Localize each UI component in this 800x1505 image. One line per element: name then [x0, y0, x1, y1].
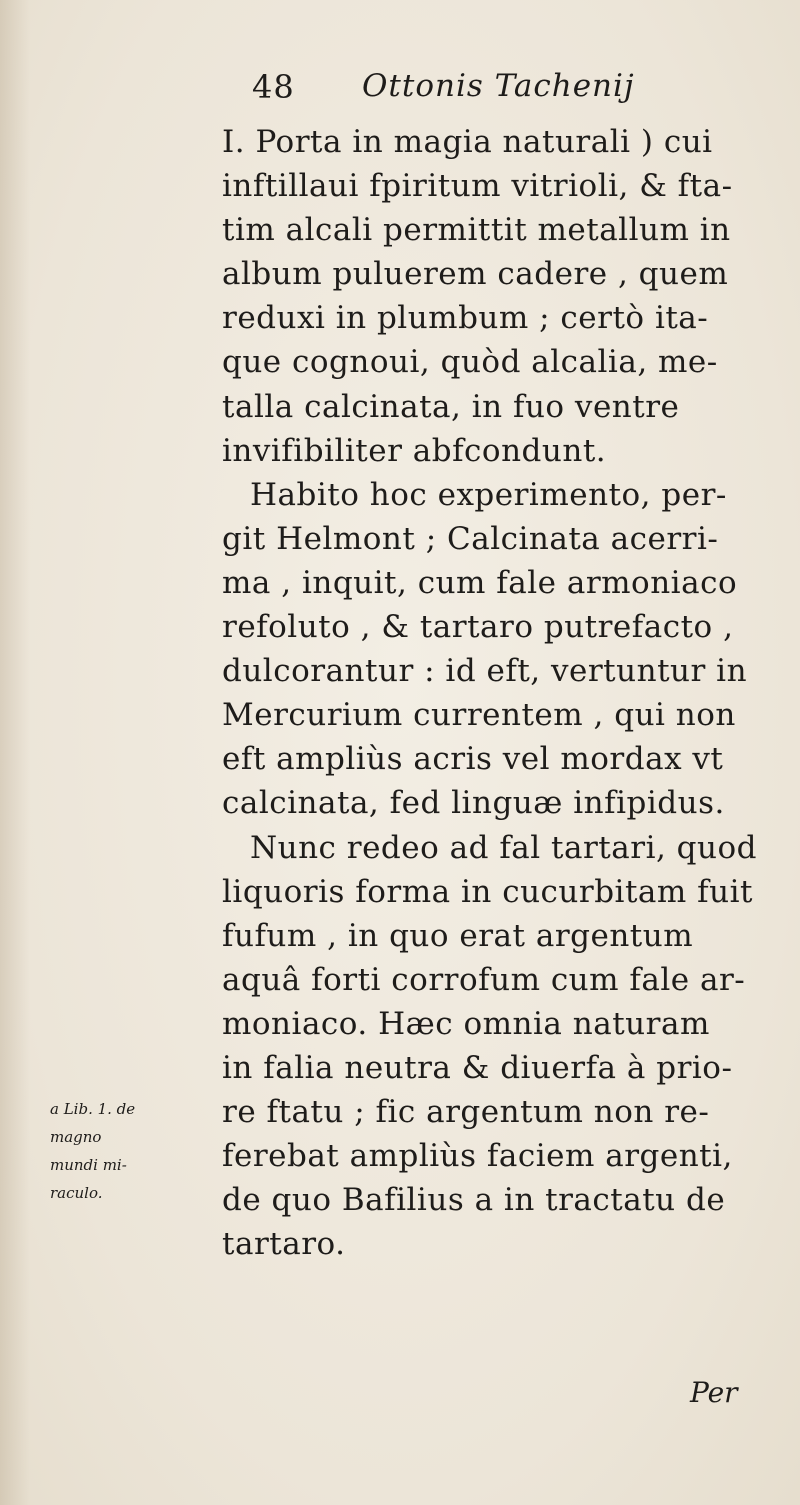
text-line: ma , inquit, cum fale armoniaco — [222, 564, 738, 601]
marginal-note — [50, 1095, 200, 1207]
text-line: dulcorantur : id eft, vertuntur in — [222, 653, 748, 690]
text-line: eft ampliùs acris vel mordax vt — [222, 741, 724, 778]
catchword: Per — [690, 1376, 738, 1409]
text-line: I. Porta in magia naturali ) cui — [222, 124, 713, 160]
text-line: aquâ forti corrofum cum fale ar- — [222, 961, 746, 998]
text-line: git Helmont ; Calcinata acerri- — [222, 520, 719, 557]
text-line: refoluto , & tartaro putrefacto , — [222, 609, 734, 646]
paragraph-start-line: Nunc redeo ad fal tartari, quod — [250, 829, 758, 866]
text-line: calcinata, fed linguæ infipidus. — [222, 785, 725, 822]
text-line: re ftatu ; fic argentum non re- — [222, 1094, 710, 1131]
body-text — [222, 120, 777, 1266]
text-line: de quo Bafilius a in tractatu de — [222, 1182, 726, 1219]
text-line: ferebat ampliùs faciem argenti, — [222, 1138, 733, 1175]
text-line: que cognoui, quòd alcalia, me- — [222, 344, 718, 381]
text-line: inftillaui fpiritum vitrioli, & fta- — [222, 168, 733, 205]
page-fold-shadow — [0, 0, 30, 1505]
text-line: moniaco. Hæc omnia naturam — [222, 1005, 710, 1042]
text-line: album puluerem cadere , quem — [222, 256, 729, 293]
text-line: fufum , in quo erat argentum — [222, 917, 694, 954]
paragraph-start-line: Habito hoc experimento, per- — [250, 476, 727, 513]
marginal-note-line: a Lib. 1. de — [50, 1100, 136, 1118]
text-line: tim alcali permittit metallum in — [222, 212, 731, 249]
text-line: in falia neutra & diuerfa à prio- — [222, 1049, 733, 1086]
page-header — [252, 68, 752, 118]
text-line: liquoris forma in cucurbitam fuit — [222, 873, 753, 910]
marginal-note-line: magno — [50, 1128, 102, 1146]
marginal-note-line: raculo. — [50, 1184, 103, 1202]
text-line: Mercurium currentem , qui non — [222, 697, 736, 734]
text-line: reduxi in plumbum ; certò ita- — [222, 300, 709, 337]
text-line: talla calcinata, in fuo ventre — [222, 388, 680, 425]
text-line: invifibiliter abfcondunt. — [222, 432, 607, 469]
text-line: tartaro. — [222, 1226, 346, 1263]
page-number: 48 — [252, 68, 295, 106]
running-title: Ottonis Tachenij — [362, 68, 635, 104]
marginal-note-line: mundi mi- — [50, 1156, 127, 1174]
